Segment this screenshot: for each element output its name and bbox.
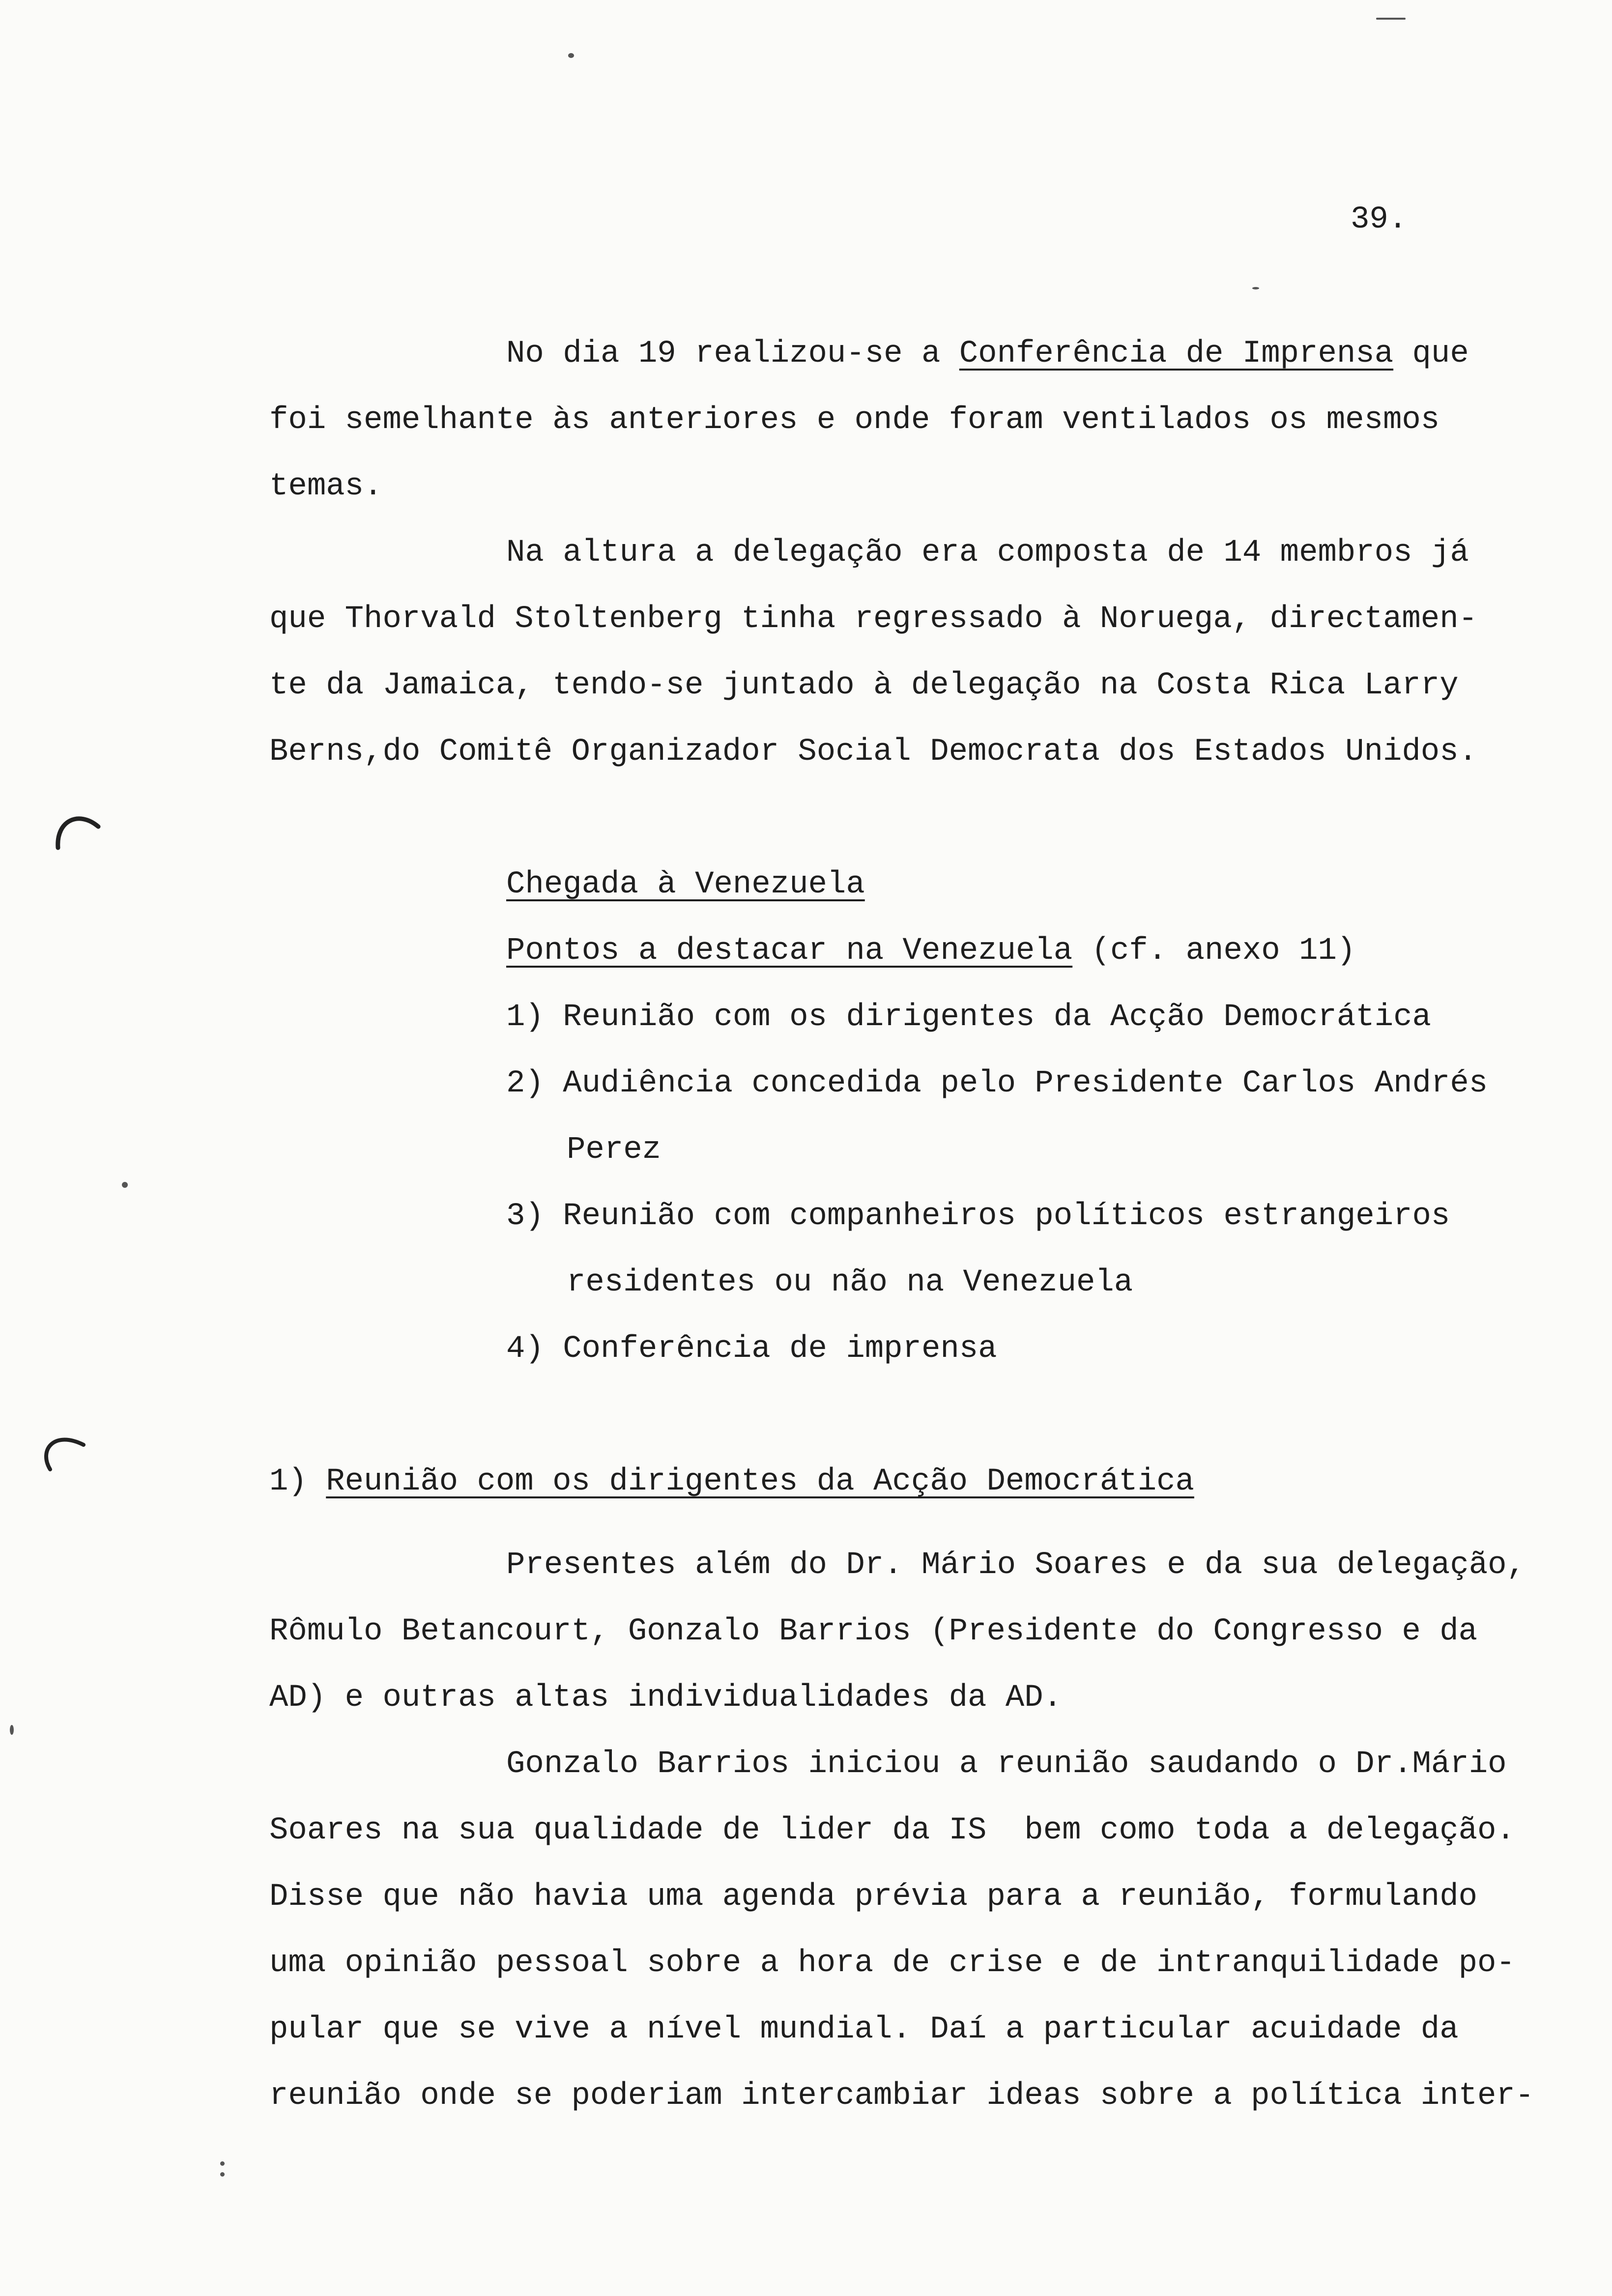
scan-speck — [1252, 287, 1259, 289]
scan-speck — [568, 53, 574, 58]
paragraph-4-line-2: Soares na sua qualidade de lider da IS bem como toda a delegação. — [269, 1813, 1515, 1848]
highlight-item-3: 3) Reunião com companheiros políticos estrangeiros — [506, 1199, 1450, 1234]
paragraph-1-line-2: foi semelhante às anteriores e onde foram ventilados os mesmos — [269, 402, 1440, 438]
paragraph-2-line-3: te da Jamaica, tendo-se juntado à delegação na Costa Rica Larry — [269, 668, 1459, 703]
paragraph-1-line-1: No dia 19 realizou-se a Conferência de Imprensa que — [506, 336, 1469, 372]
scan-speck — [10, 1725, 14, 1735]
scan-speck — [122, 1182, 128, 1188]
paragraph-3-line-1: Presentes além do Dr. Mário Soares e da sua delegação, — [506, 1548, 1526, 1583]
paragraph-4-line-6: reunião onde se poderiam intercambiar ideas sobre a política inter- — [269, 2078, 1534, 2114]
binder-hole-mark-icon — [34, 1420, 93, 1489]
highlight-item-4: 4) Conferência de imprensa — [506, 1331, 997, 1367]
section-1-heading: 1) Reunião com os dirigentes da Acção Democrática — [269, 1464, 1194, 1499]
press-conference-link-text: Conferência de Imprensa — [959, 336, 1394, 372]
paragraph-1-line-3: temas. — [269, 469, 383, 504]
highlight-item-2-cont: Perez — [567, 1132, 662, 1168]
paragraph-4-line-3: Disse que não havia uma agenda prévia para a reunião, formulando — [269, 1879, 1477, 1915]
scan-speck — [220, 2161, 225, 2166]
paragraph-4-line-1: Gonzalo Barrios iniciou a reunião saudando o Dr.Mário — [506, 1747, 1507, 1782]
paragraph-2-line-2: que Thorvald Stoltenberg tinha regressado à Noruega, directamen- — [269, 602, 1477, 637]
highlight-item-3-cont: residentes ou não na Venezuela — [567, 1265, 1133, 1300]
scan-speck — [220, 2172, 225, 2177]
scan-speck — [1376, 18, 1406, 20]
paragraph-2-line-1: Na altura a delegação era composta de 14 membros já — [506, 535, 1469, 571]
highlight-item-2: 2) Audiência concedida pelo Presidente Carlos Andrés — [506, 1066, 1488, 1101]
binder-hole-mark-icon — [49, 801, 108, 860]
paragraph-4-line-4: uma opinião pessoal sobre a hora de crise e de intranquilidade po- — [269, 1946, 1515, 1981]
paragraph-4-line-5: pular que se vive a nível mundial. Daí a particular acuidade da — [269, 2012, 1459, 2047]
paragraph-2-line-4: Berns,do Comitê Organizador Social Democrata dos Estados Unidos. — [269, 734, 1477, 770]
highlights-heading: Pontos a destacar na Venezuela (cf. anexo 11) — [506, 933, 1356, 969]
arrival-heading: Chegada à Venezuela — [506, 867, 865, 902]
highlight-item-1: 1) Reunião com os dirigentes da Acção Democrática — [506, 1000, 1431, 1035]
paragraph-3-line-3: AD) e outras altas individualidades da AD. — [269, 1680, 1063, 1716]
page-number: 39. — [1351, 202, 1408, 237]
paragraph-3-line-2: Rômulo Betancourt, Gonzalo Barrios (Presidente do Congresso e da — [269, 1614, 1477, 1649]
